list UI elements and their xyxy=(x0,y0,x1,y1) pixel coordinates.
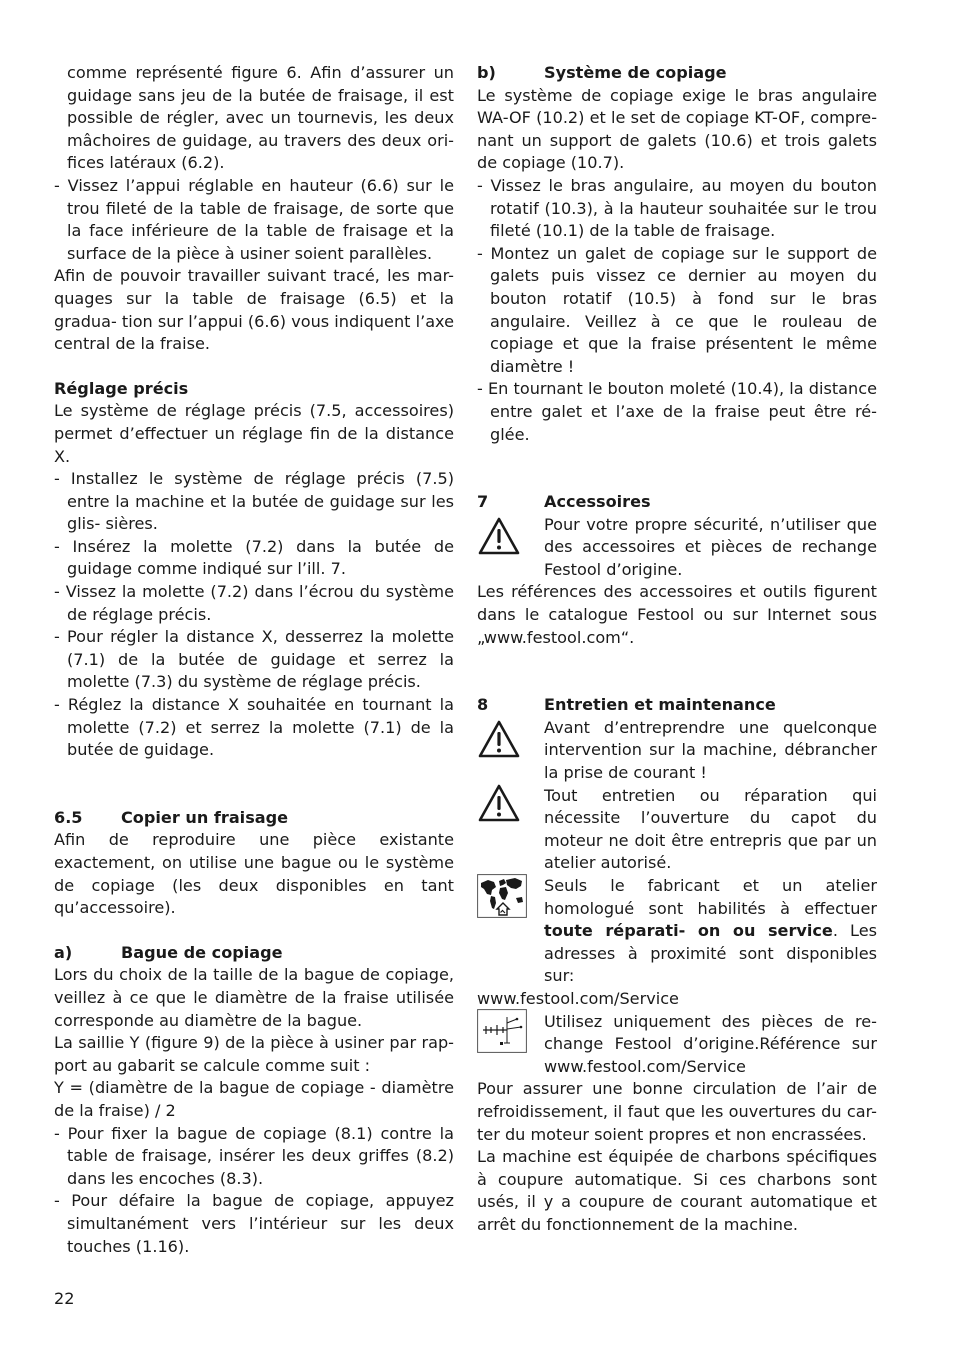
warning-triangle-icon xyxy=(477,719,523,761)
section-6-5-heading xyxy=(54,807,454,830)
service-notice-text-a: Seuls le fabricant et un atelier homologué sont habilités à effectuer xyxy=(544,876,877,918)
list-item: - En tournant le bouton moleté (10.4), la distance entre galet et l’axe de la fraise peut être ré- glée. xyxy=(477,379,877,444)
service-notice-text xyxy=(544,875,877,988)
accessories-paragraph: Les références des accessoires et outils figurent dans le catalogue Festool ou sur Internet sous „www.festool.com“. xyxy=(477,582,877,647)
ekat-notice-text: Utilisez uniquement des pièces de re- change Festool d’origine.Référence sur www.festool.com/Service xyxy=(544,1011,877,1076)
section-number: 8 xyxy=(477,695,489,715)
list-item: - Vissez la molette (7.2) dans l’écrou du système de réglage précis. xyxy=(54,582,454,624)
service-url: www.festool.com/Service xyxy=(477,988,679,1008)
section-number: b) xyxy=(477,63,496,82)
section-a-paragraph-1: Lors du choix de la taille de la bague de copiage, veillez à ce que le diamètre de la fraise utilisée corresponde au diamètre de la bague. xyxy=(54,965,454,1030)
formula: Y = (diamètre de la bague de copiage - diamètre de la fraise) / 2 xyxy=(54,1078,454,1120)
bullet-appui: - Vissez l’appui réglable en hauteur (6.6) sur le trou fileté de la table de fraisage, de sorte que la face inférieure de la table de fraisage et la surface de la pièce à usiner soient parallèles. xyxy=(54,175,454,263)
list-item: - Pour défaire la bague de copiage, appuyez simultanément vers l’intérieur sur les deux touches (1.16). xyxy=(54,1191,454,1256)
section-b-paragraph: Le système de copiage exige le bras angulaire WA-OF (10.2) et le set de copiage KT-OF, compre- nant un support de galets (10.6) et trois galets de copiage (10.7). xyxy=(477,85,877,173)
warning-triangle-icon xyxy=(477,783,523,825)
maintenance-warning-1-text: Avant d’entreprendre une quelconque intervention sur la machine, débrancher la prise de courant ! xyxy=(544,717,877,783)
section-number: 7 xyxy=(477,492,489,512)
reglage-heading: Réglage précis xyxy=(54,378,189,398)
reglage-paragraph: Le système de réglage précis (7.5, accessoires) permet d’effectuer un réglage fin de la distance X. xyxy=(54,401,454,466)
warning-triangle-icon xyxy=(477,516,523,558)
section-title: Système de copiage xyxy=(544,63,727,82)
maintenance-warning-1 xyxy=(477,717,877,785)
section-8-heading xyxy=(477,694,877,717)
list-item: - Pour fixer la bague de copiage (8.1) contre la table de fraisage, insérer les deux griffes (8.2) dans les encoches (8.3). xyxy=(54,1123,454,1188)
section-title: Copier un fraisage xyxy=(121,807,289,827)
intro-continuation: comme représenté figure 6. Afin d’assurer un guidage sans jeu de la butée de fraisage, il est possible de régler, avec un tournevis, les deux mâchoires de guidage, au travers des deux ori- fices latéraux (6.2). xyxy=(67,63,454,173)
section-number: a) xyxy=(54,942,73,962)
section-title: Accessoires xyxy=(544,492,651,512)
section-b-heading xyxy=(477,62,877,85)
cooling-paragraph: Pour assurer une bonne circulation de l’air de refroidissement, il faut que les ouvertures du car- ter du moteur soient propres et non encrassées. xyxy=(477,1079,877,1144)
carbon-brushes-paragraph: La machine est équipée de charbons spécifiques à coupure automatique. Si ces charbons sont usés, il y a coupure de courant automatique et arrêt du fonctionnement de la machine. xyxy=(477,1147,877,1234)
section-title: Entretien et maintenance xyxy=(544,695,776,715)
service-notice-bold: toute réparati- on ou service xyxy=(544,921,833,941)
ekat-spare-parts-icon xyxy=(477,1009,523,1051)
service-notice-text-b: . Les adresses à proximité sont disponibles sur: xyxy=(544,921,877,986)
list-item: - Montez un galet de copiage sur le support de galets puis vissez ce dernier au moyen du bouton rotatif (10.5) à fond sur le bras angulaire. Veillez à ce que le rouleau de copiage et que la fraise présentent le même diamètre ! xyxy=(477,243,877,376)
section-6-5-paragraph: Afin de reproduire une pièce existante exactement, on utilise une bague ou le système de copiage (les deux disponibles en tant qu’accessoire). xyxy=(54,830,454,918)
section-title: Bague de copiage xyxy=(121,942,283,962)
list-item: - Réglez la distance X souhaitée en tournant la molette (7.2) et serrez la molette (7.1) de la butée de guidage. xyxy=(54,695,454,760)
ekat-notice xyxy=(477,1011,877,1079)
section-a-paragraph-2: La saillie Y (figure 9) de la pièce à usiner par rap- port au gabarit se calcule comme suit : xyxy=(54,1033,454,1075)
trace-paragraph: Afin de pouvoir travailler suivant tracé, les mar- quages sur la table de fraisage (6.5) et la gradua- tion sur l’appui (6.6) vous indiquent l’axe central de la fraise. xyxy=(54,266,454,354)
maintenance-warning-2 xyxy=(477,785,877,875)
world-map-service-icon xyxy=(477,874,523,916)
list-item: - Vissez le bras angulaire, au moyen du bouton rotatif (10.3), à la hauteur souhaitée sur le trou fileté (10.1) de la table de fraisage. xyxy=(477,175,877,241)
section-a-heading xyxy=(54,942,454,965)
section-number: 6.5 xyxy=(54,807,83,827)
page-number: 22 xyxy=(54,1289,75,1308)
list-item: - Pour régler la distance X, desserrez la molette (7.1) de la butée de guidage et serrez la molette (7.3) du système de réglage précis. xyxy=(54,627,454,692)
accessories-warning-text: Pour votre propre sécurité, n’utiliser que des accessoires et pièces de rechange Festool d’origine. xyxy=(544,514,877,579)
accessories-warning xyxy=(477,514,877,582)
section-7-heading xyxy=(477,491,877,514)
list-item: - Installez le système de réglage précis (7.5) entre la machine et la butée de guidage sur les glis- sières. xyxy=(54,469,454,534)
left-column xyxy=(54,62,454,1258)
list-item: - Insérez la molette (7.2) dans la butée de guidage comme indiqué sur l’ill. 7. xyxy=(54,536,454,579)
maintenance-warning-2-text: Tout entretien ou réparation qui nécessite l’ouverture du capot du moteur ne doit être entrepris que par un atelier autorisé. xyxy=(544,785,877,873)
right-column xyxy=(477,62,877,1237)
service-notice xyxy=(477,875,877,988)
